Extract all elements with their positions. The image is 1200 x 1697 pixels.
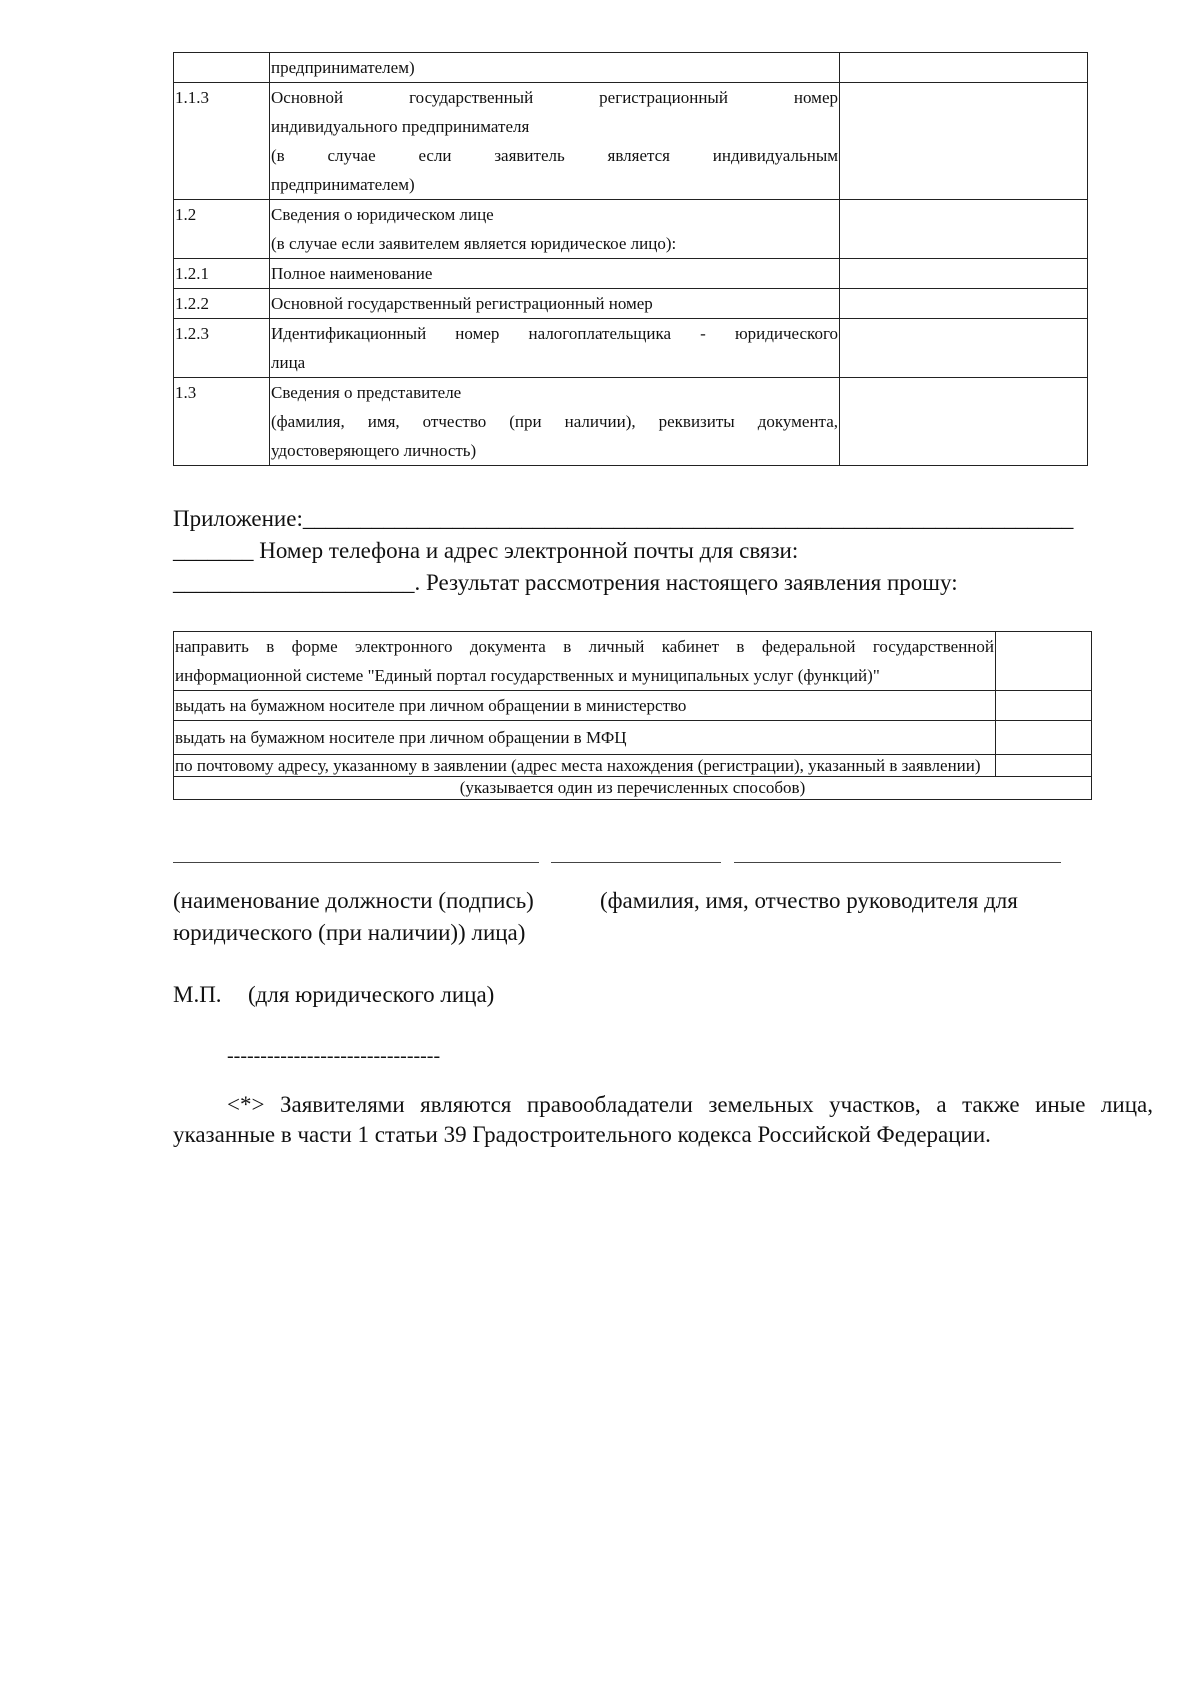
footnote-separator: --------------------------------: [227, 1045, 441, 1067]
row-number: 1.2.2: [174, 289, 270, 319]
description-line: Идентификационный номер налогоплательщика - юридического: [271, 324, 838, 343]
option-checkbox-cell[interactable]: [996, 755, 1092, 777]
option-line: информационной системе "Единый портал государственных и муниципальных услуг (функций)": [175, 666, 880, 685]
footnote-text: <*> Заявителями являются правообладатели земельных участков, а также иные лица, указанные в части 1 статьи 39 Градостроительного кодекса Российской Федерации.: [173, 1092, 1153, 1147]
row-description: [270, 200, 840, 259]
applicant-info-table: [173, 52, 1088, 466]
option-label: по почтовому адресу, указанному в заявлении (адрес места нахождения (регистрации), указанный в заявлении): [174, 755, 996, 777]
description-line: индивидуального предпринимателя: [271, 117, 530, 136]
full-name-caption: (фамилия, имя, отчество руководителя для: [600, 888, 1018, 913]
table-row: [174, 259, 1088, 289]
table-row: [174, 378, 1088, 466]
row-description: [270, 378, 840, 466]
table-row: [174, 632, 1092, 691]
value-cell[interactable]: [840, 259, 1088, 289]
description-line: Сведения о юридическом лице: [271, 205, 494, 224]
table-row: [174, 319, 1088, 378]
stamp-note: (для юридического лица): [248, 982, 495, 1007]
row-description: [270, 83, 840, 200]
row-description: Полное наименование: [270, 259, 840, 289]
option-label: [174, 632, 996, 691]
description-line: (фамилия, имя, отчество (при наличии), реквизиты документа,: [271, 412, 838, 431]
table-row: [174, 721, 1092, 755]
row-number: 1.2: [174, 200, 270, 259]
table-row: [174, 777, 1092, 800]
position-signature-line[interactable]: [173, 862, 539, 863]
position-signature-caption: (наименование должности (подпись): [173, 888, 534, 913]
description-line: Основной государственный регистрационный номер: [271, 88, 838, 107]
description-line: (в случае если заявителем является юридическое лицо):: [271, 234, 677, 253]
attachment-line[interactable]: Приложение:___________________________________________________________________: [173, 506, 1074, 531]
description-line: Сведения о представителе: [271, 383, 462, 402]
delivery-method-table: [173, 631, 1092, 800]
description-line: лица: [271, 353, 306, 372]
value-cell[interactable]: [840, 83, 1088, 200]
description-line: (в случае если заявитель является индивидуальным: [271, 146, 838, 165]
option-label: выдать на бумажном носителе при личном обращении в министерство: [174, 691, 996, 721]
table-row: [174, 53, 1088, 83]
description-line: предпринимателем): [271, 175, 415, 194]
row-number: 1.3: [174, 378, 270, 466]
result-request-line[interactable]: _____________________. Результат рассмотрения настоящего заявления прошу:: [173, 570, 958, 595]
full-name-line[interactable]: [734, 862, 1061, 863]
value-cell[interactable]: [840, 200, 1088, 259]
table-row: [174, 691, 1092, 721]
value-cell[interactable]: [840, 319, 1088, 378]
full-name-caption-cont: юридического (при наличии)) лица): [173, 920, 526, 945]
row-description: Основной государственный регистрационный номер: [270, 289, 840, 319]
row-number: 1.2.1: [174, 259, 270, 289]
contact-line[interactable]: _______ Номер телефона и адрес электронной почты для связи:: [173, 538, 799, 563]
row-description: предпринимателем): [270, 53, 840, 83]
option-checkbox-cell[interactable]: [996, 721, 1092, 755]
option-line: направить в форме электронного документа в личный кабинет в федеральной государственной: [175, 637, 994, 656]
value-cell[interactable]: [840, 53, 1088, 83]
option-checkbox-cell[interactable]: [996, 691, 1092, 721]
description-line: удостоверяющего личность): [271, 441, 477, 460]
table-row: [174, 200, 1088, 259]
value-cell[interactable]: [840, 378, 1088, 466]
table-row: [174, 755, 1092, 777]
row-number: 1.1.3: [174, 83, 270, 200]
signature-line[interactable]: [551, 862, 721, 863]
stamp-label: М.П.: [173, 982, 222, 1007]
row-number: 1.2.3: [174, 319, 270, 378]
table-row: [174, 83, 1088, 200]
table-row: [174, 289, 1088, 319]
option-label: выдать на бумажном носителе при личном обращении в МФЦ: [174, 721, 996, 755]
table-note: (указывается один из перечисленных способов): [174, 777, 1092, 800]
row-description: [270, 319, 840, 378]
value-cell[interactable]: [840, 289, 1088, 319]
row-number: [174, 53, 270, 83]
option-checkbox-cell[interactable]: [996, 632, 1092, 691]
